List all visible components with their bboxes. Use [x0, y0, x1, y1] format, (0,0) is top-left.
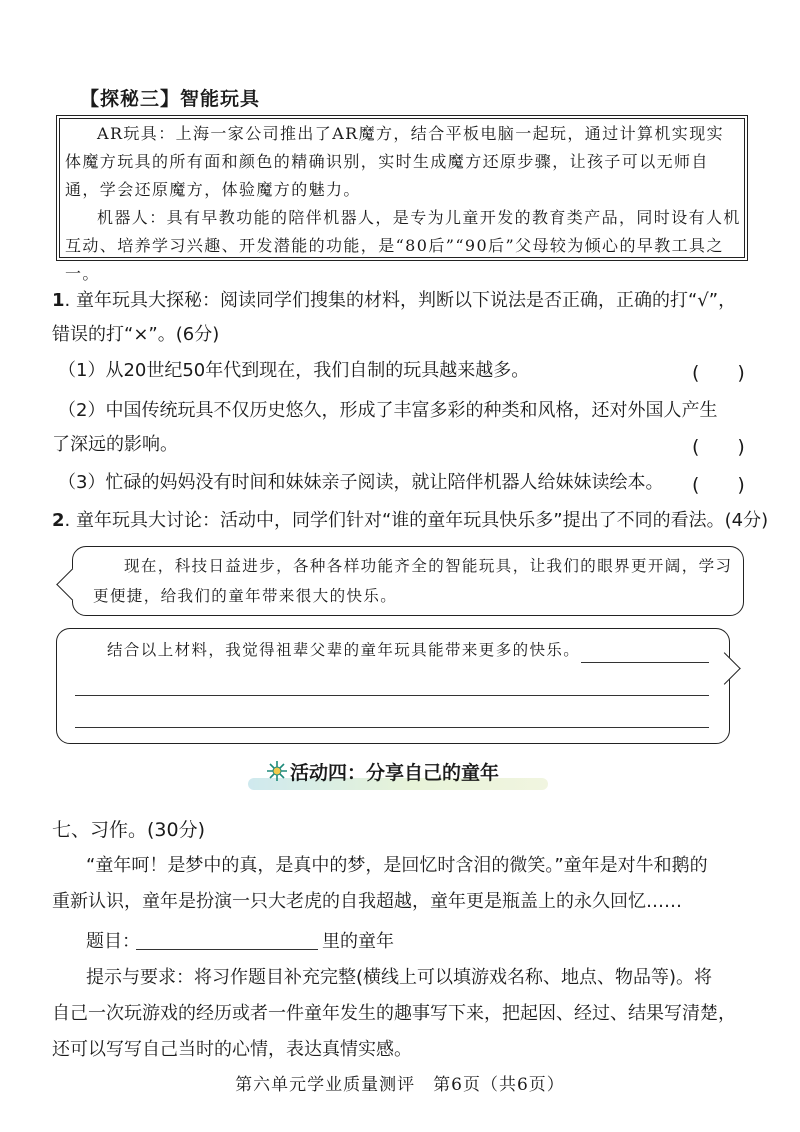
composition-quote-line1: “童年呵！是梦中的真，是真中的梦，是回忆时含泪的微笑。”童年是对牛和鹅的 — [86, 855, 708, 876]
material-ar-toy: AR玩具：上海一家公司推出了AR魔方，结合平板电脑一起玩，通过计算机实现实体魔方玩具的所有面和颜色的精确识别，实时生成魔方还原步骤，让孩子可以无师自通，学会还原魔方，体验魔方的魅力。 — [65, 124, 725, 199]
q1-item-3: （3）忙碌的妈妈没有时间和妹妹亲子阅读，就让陪伴机器人给妹妹读绘本。 — [58, 472, 664, 493]
answer-line-3[interactable] — [75, 727, 709, 728]
section-heading: 【探秘三】智能玩具 — [80, 88, 261, 110]
page-footer: 第六单元学业质量测评 第6页（共6页） — [235, 1075, 565, 1095]
material-box — [56, 115, 748, 283]
answer-bracket-3[interactable]: ( ) — [692, 474, 745, 496]
q1-prompt-line2: 错误的打“×”。(6分) — [52, 324, 220, 345]
q1-number: 1 — [52, 290, 65, 311]
answer-bracket-1[interactable]: ( ) — [692, 362, 745, 384]
requirement-line2: 自己一次玩游戏的经历或者一件童年发生的趣事写下来，把起因、经过、结果写清楚， — [52, 1003, 736, 1024]
answer-line-1[interactable] — [581, 662, 709, 663]
composition-quote-line2: 重新认识，童年是扮演一只大老虎的自我超越，童年更是瓶盖上的永久回忆…… — [52, 891, 682, 912]
activity-banner — [248, 756, 558, 796]
q1-item-2: （2）中国传统玩具不仅历史悠久，形成了丰富多彩的种类和风格，还对外国人产生 — [58, 400, 718, 421]
bubble-tail-icon — [708, 652, 741, 685]
title-label: 题目： — [86, 931, 140, 952]
bubble-opinion-text: 现在，科技日益进步，各种各样功能齐全的智能玩具，让我们的眼界更开阔，学习更便捷，给我们的童年带来很大的快乐。 — [93, 557, 733, 605]
answer-line-2[interactable] — [75, 695, 709, 696]
title-suffix: 里的童年 — [322, 931, 394, 952]
q2-number: 2 — [52, 510, 65, 531]
q1-prompt-line1 — [52, 284, 752, 318]
speech-bubble-answer — [56, 628, 730, 744]
q2-prompt-text: . 童年玩具大讨论：活动中，同学们针对“谁的童年玩具快乐多”提出了不同的看法。(4分) — [64, 510, 769, 531]
sparkle-icon — [266, 760, 288, 782]
activity-title-text: 活动四：分享自己的童年 — [290, 762, 500, 784]
q1-item-1: （1）从20世纪50年代到现在，我们自制的玩具越来越多。 — [58, 360, 530, 381]
bubble-answer-text: 结合以上材料，我觉得祖辈父辈的童年玩具能带来更多的快乐。 — [107, 641, 581, 659]
bubble-tail-icon — [56, 568, 89, 601]
q1-prompt-text: . 童年玩具大探秘：阅读同学们搜集的材料，判断以下说法是否正确，正确的打“√”， — [64, 290, 737, 311]
requirement-line1: 提示与要求：将习作题目补充完整(横线上可以填游戏名称、地点、物品等)。将 — [86, 967, 713, 988]
composition-heading: 七、习作。(30分) — [52, 819, 206, 841]
answer-bracket-2[interactable]: ( ) — [692, 436, 745, 458]
requirement-line3: 还可以写写自己当时的心情，表达真情实感。 — [52, 1039, 412, 1060]
title-blank-line[interactable] — [136, 949, 318, 950]
speech-bubble-opinion — [72, 546, 744, 616]
q1-item-2-cont: 了深远的影响。 — [52, 434, 178, 455]
material-robot: 机器人：具有早教功能的陪伴机器人，是专为儿童开发的教育类产品，同时设有人机互动、培养学习兴趣、开发潜能的功能，是“80后”“90后”父母较为倾心的早教工具之一。 — [65, 208, 741, 283]
q2-prompt — [52, 504, 769, 538]
